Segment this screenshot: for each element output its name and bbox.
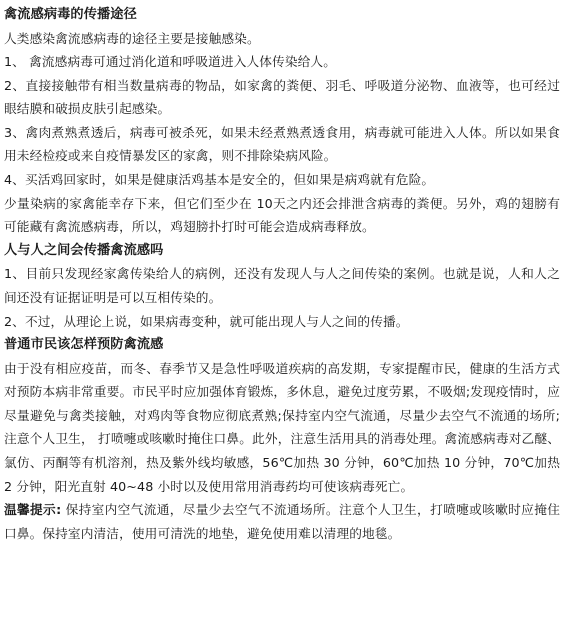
tip-label: 温馨提示: [4,502,62,518]
section-heading-transmission: 禽流感病毒的传播途径 [4,7,137,22]
tip-paragraph [4,498,560,545]
paragraph: 少量染病的家禽能幸存下来，但它们至少在 10天之内还会排泄含病毒的粪便。另外，鸡的翅膀有可能藏有禽流感病毒，所以，鸡翅膀扑打时可能会造成病毒释放。 [4,195,560,235]
section-heading-prevention: 普通市民该怎样预防禽流感 [4,337,164,353]
paragraph: 由于没有相应疫苗，而冬、春季节又是急性呼吸道疾病的高发期，专家提醒市民，健康的生活方式对预防本病非常重要。市民平时应加强体育锻炼，多休息，避免过度劳累，不吸烟;发现疫情时，应尽量避免与禽类接触，对鸡肉等食物应彻底煮熟;保持室内空气流通，尽量少去空气不流通的场所;注意个人卫生， 打喷嚏或咳嗽时掩住口鼻。此外，注意生活用具的消毒处理。禽流感病毒对乙醚、氯仿、丙酮等有机溶剂，热及紫外线均敏感，56℃加热 30 分钟，60℃加热 10 分钟，70℃加热 2 分钟，阳光直射 40~48 小时以及使用常用消毒药均可使该病毒死亡。 [4,360,560,494]
paragraph: 1、 禽流感病毒可通过消化道和呼吸道进入人体传染给人。 [4,54,336,70]
paragraph: 人类感染禽流感病毒的途径主要是接触感染。 [4,30,260,46]
paragraph: 2、不过，从理论上说，如果病毒变种，就可能出现人与人之间的传播。 [4,313,409,329]
paragraph: 2、直接接触带有相当数量病毒的物品，如家禽的粪便、羽毛、呼吸道分泌物、血液等，也可经过眼结膜和破损皮肤引起感染。 [4,77,560,117]
tip-text: 保持室内空气流通，尽量少去空气不流通场所。注意个人卫生，打喷嚏或咳嗽时应掩住口鼻。保持室内清洁，使用可清洗的地垫，避免使用难以清理的地毯。 [4,502,560,541]
paragraph: 1、目前只发现经家禽传染给人的病例，还没有发现人与人之间传染的案例。也就是说，人和人之间还没有证据证明是可以互相传染的。 [4,266,560,305]
section-heading-human-transmission: 人与人之间会传播禽流感吗 [4,242,164,258]
paragraph: 4、买活鸡回家时，如果是健康活鸡基本是安全的，但如果是病鸡就有危险。 [4,172,435,188]
paragraph: 3、禽肉煮熟煮透后，病毒可被杀死，如果未经煮熟煮透食用，病毒就可能进入人体。所以如果食用未经检疫或来自疫情暴发区的家禽，则不排除染病风险。 [4,124,560,164]
